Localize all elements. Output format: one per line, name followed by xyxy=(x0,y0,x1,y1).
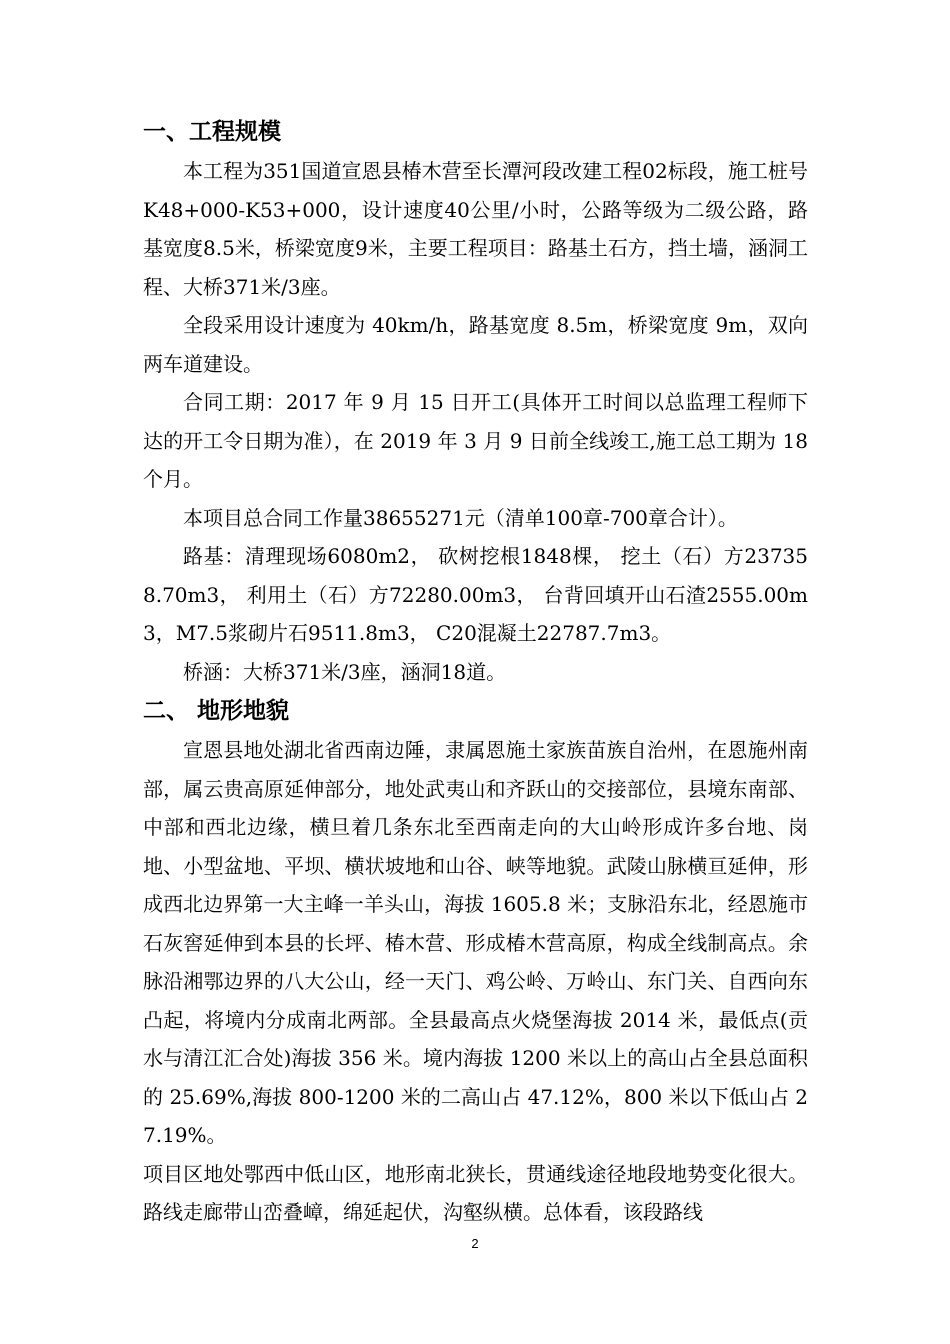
paragraph-roadbed-quantities: 路基：清理现场6080m2， 砍树挖根1848棵， 挖土（石）方237358.70m3， 利用土（石）方72280.00m3， 台背回填开山石渣2555.00m3，M7.5浆砌片石9511.8m3， C20混凝土22787.7m3。 xyxy=(143,544,808,645)
paragraph-bridges-culverts: 桥涵：大桥371米/3座，涵洞18道。 xyxy=(183,659,507,684)
paragraph-design-speed: 全段采用设计速度为 40km/h，路基宽度 8.5m，桥梁宽度 9m，双向两车道建设。 xyxy=(143,313,808,376)
paragraph-county-terrain: 宣恩县地处湖北省西南边陲，隶属恩施土家族苗族自治州，在恩施州南部，属云贵高原延伸部分，地处武夷山和齐跃山的交接部位，县境东南部、中部和西北边缘，横旦着几条东北至西南走向的大山岭形成许多台地、岗地、小型盆地、平坝、横状坡地和山谷、峡等地貌。武陵山脉横亘延伸，形成西北边界第一大主峰一羊头山，海拔 1605.8 米；支脉沿东北，经恩施市石灰窖延伸到本县的长坪、椿木营、形成椿木营高原，构成全线制高点。余脉沿湘鄂边界的八大公山，经一天门、鸡公岭、万岭山、东门关、自西向东凸起，将境内分成南北两部。全县最高点火烧堡海拔 2014 米，最低点(贡水与清江汇合处)海拔 356 米。境内海拔 1200 米以上的高山占全县总面积的 25.69%,海拔 800-1200 米的二高山占 47.12%，800 米以下低山占 27.19%。 xyxy=(143,738,808,1147)
section-heading-engineering-scale: 一、工程规模 xyxy=(143,119,281,145)
document-body xyxy=(143,112,808,1232)
section-heading-terrain: 二、 地形地貌 xyxy=(143,698,290,724)
paragraph-project-area: 项目区地处鄂西中低山区，地形南北狭长，贯通线途径地段地势变化很大。路线走廊带山峦叠嶂，绵延起伏，沟壑纵横。总体看，该段路线 xyxy=(143,1161,808,1224)
paragraph-project-overview: 本工程为351国道宣恩县椿木营至长潭河段改建工程02标段，施工桩号K48+000-K53+000，设计速度40公里/小时，公路等级为二级公路，路基宽度8.5米，桥梁宽度9米，主要工程项目：路基土石方，挡土墙，涵洞工程、大桥371米/3座。 xyxy=(143,159,808,299)
paragraph-contract-period: 合同工期：2017 年 9 月 15 日开工(具体开工时间以总监理工程师下达的开工令日期为准），在 2019 年 3 月 9 日前全线竣工,施工总工期为 18 个月。 xyxy=(143,390,808,491)
page-number: 2 xyxy=(471,1236,479,1251)
paragraph-contract-amount: 本项目总合同工作量38655271元（清单100章-700章合计）。 xyxy=(183,505,738,530)
